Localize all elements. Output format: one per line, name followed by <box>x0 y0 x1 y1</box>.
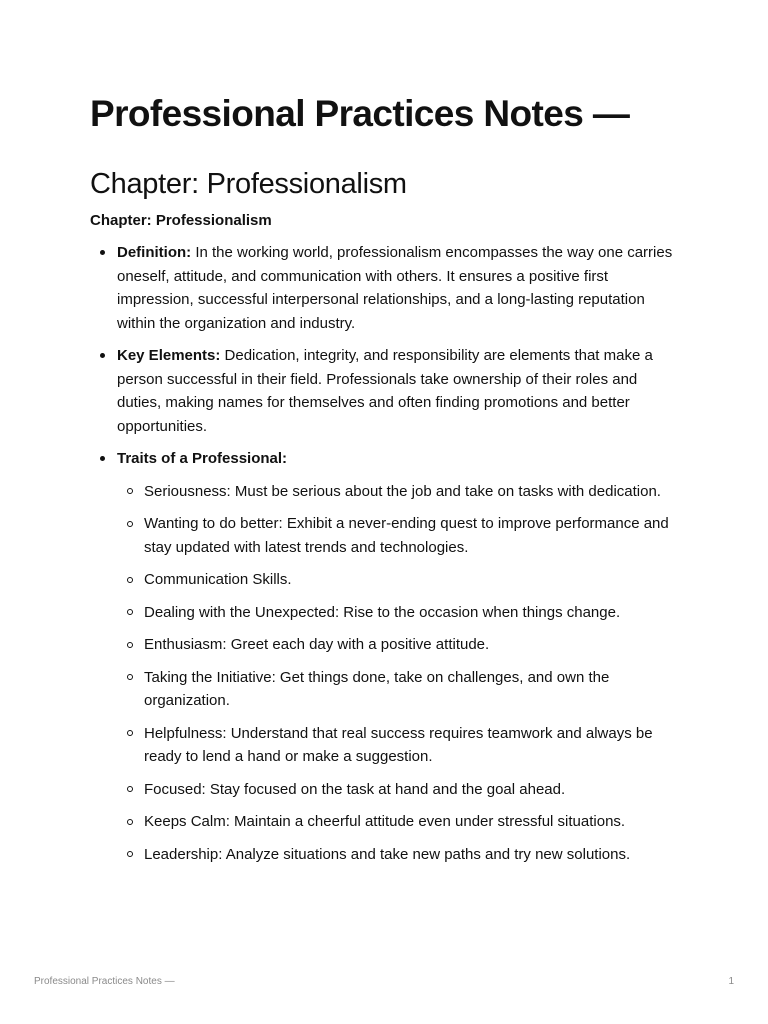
trait-item <box>117 568 680 592</box>
bullet-label: Key Elements: <box>117 347 221 364</box>
hollow-bullet-icon <box>127 730 133 736</box>
hollow-bullet-icon <box>127 521 133 527</box>
hollow-bullet-icon <box>127 786 133 792</box>
bullet-dot-icon <box>100 250 105 255</box>
bullet-list <box>90 241 680 866</box>
trait-item <box>117 778 680 802</box>
trait-item <box>117 512 680 559</box>
trait-item <box>117 843 680 867</box>
trait-text: Leadership: Analyze situations and take new paths and try new solutions. <box>144 845 631 863</box>
trait-text: Taking the Initiative: Get things done, take on challenges, and own the organization. <box>144 668 610 709</box>
document-title: Professional Practices Notes — <box>90 93 630 134</box>
bullet-item-definition <box>90 241 680 335</box>
hollow-bullet-icon <box>127 674 133 680</box>
trait-text: Focused: Stay focused on the task at hand and the goal ahead. <box>144 780 566 798</box>
trait-text: Wanting to do better: Exhibit a never-ending quest to improve performance and stay updated with latest trends and technologies. <box>144 515 669 556</box>
bullet-item-key-elements <box>90 344 680 438</box>
trait-item <box>117 480 680 504</box>
bullet-label: Definition: <box>117 244 192 261</box>
trait-text: Keeps Calm: Maintain a cheerful attitude even under stressful situations. <box>144 813 626 830</box>
bullet-text: In the working world, professionalism encompasses the way one carries oneself, attitude, and communication with others. It ensures a positive first impression, successful interpersonal relationships, and a long-lasting reputation within the organization and industry. <box>117 244 673 332</box>
page-content <box>90 90 680 875</box>
trait-text: Enthusiasm: Greet each day with a positive attitude. <box>144 636 490 653</box>
bullet-item-traits <box>90 447 680 866</box>
bullet-dot-icon <box>100 353 105 358</box>
footer-document-title: Professional Practices Notes — <box>34 976 175 987</box>
chapter-subheading: Chapter: Professionalism <box>90 212 272 229</box>
bullet-label: Traits of a Professional: <box>117 450 288 467</box>
chapter-heading: Chapter: Professionalism <box>90 168 407 200</box>
hollow-bullet-icon <box>127 609 133 615</box>
hollow-bullet-icon <box>127 488 133 494</box>
trait-item <box>117 633 680 657</box>
trait-text: Dealing with the Unexpected: Rise to the occasion when things change. <box>144 603 621 621</box>
trait-item <box>117 601 680 625</box>
trait-text: Helpfulness: Understand that real success requires teamwork and always be ready to lend a hand or make a suggestion. <box>144 724 653 765</box>
trait-item <box>117 666 680 713</box>
trait-item <box>117 810 680 834</box>
traits-list <box>117 480 680 867</box>
trait-text: Communication Skills. <box>144 571 292 588</box>
footer-page-number: 1 <box>728 976 734 987</box>
hollow-bullet-icon <box>127 577 133 583</box>
trait-item <box>117 722 680 769</box>
bullet-text: Dedication, integrity, and responsibility are elements that make a person successful in their field. Professionals take ownership of their roles and duties, making names for themselves and often finding promotions and better opportunities. <box>117 347 653 435</box>
hollow-bullet-icon <box>127 851 133 857</box>
trait-text: Seriousness: Must be serious about the job and take on tasks with dedication. <box>144 482 661 500</box>
hollow-bullet-icon <box>127 819 133 825</box>
hollow-bullet-icon <box>127 642 133 648</box>
bullet-dot-icon <box>100 456 105 461</box>
